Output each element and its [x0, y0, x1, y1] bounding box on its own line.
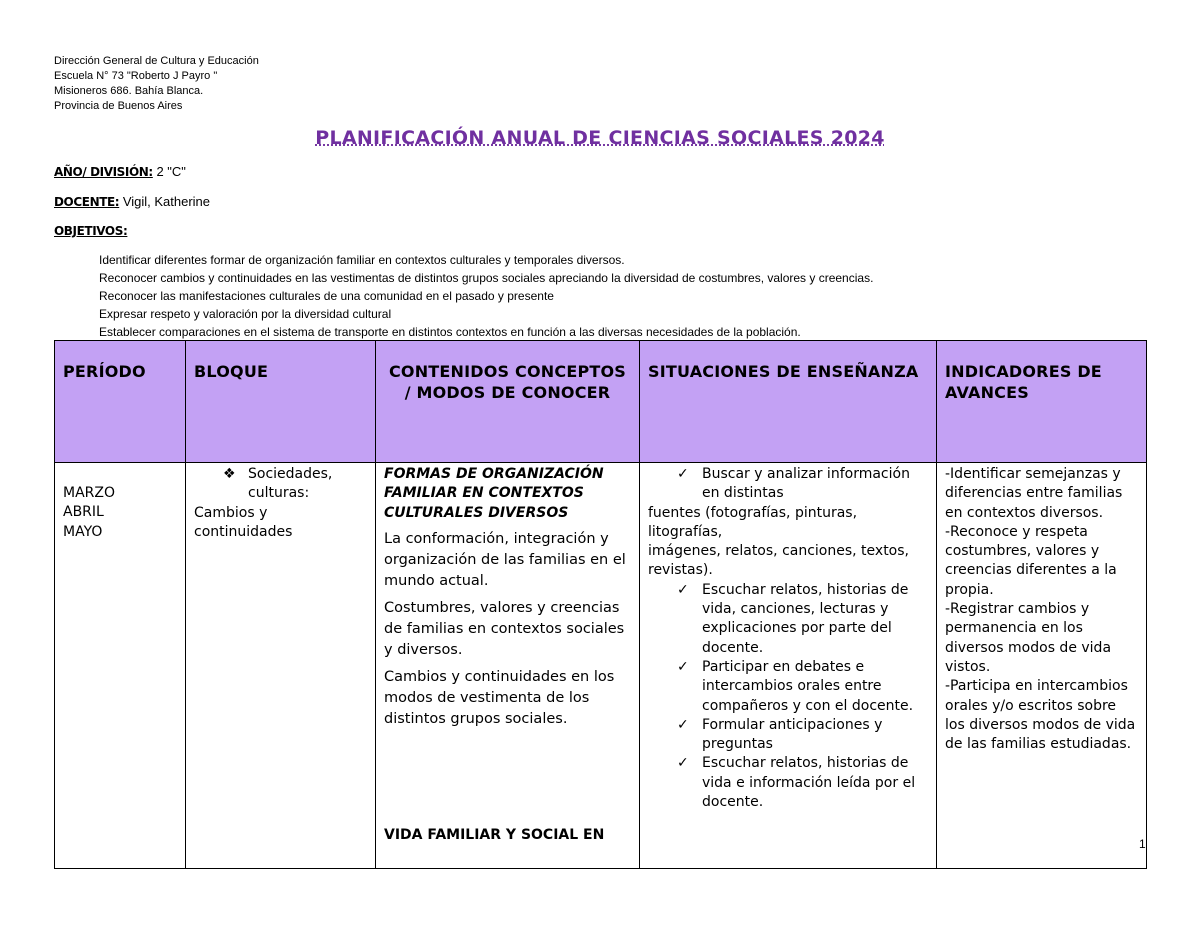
period-month: MARZO — [63, 485, 115, 501]
diamond-bullet-icon: ❖ — [223, 466, 236, 482]
objective-item: Identificar diferentes formar de organización familiar en contextos culturales y temporales diversos. — [99, 253, 625, 267]
objetivos-heading — [54, 223, 127, 238]
situacion-continuation: fuentes (fotografías, pinturas, litografías, — [648, 504, 858, 540]
situacion-continuation: imágenes, relatos, canciones, textos, revistas). — [648, 543, 909, 579]
cell-periodo — [55, 463, 186, 869]
bloque-text: Cambios y continuidades — [194, 504, 293, 540]
cell-indicadores — [937, 463, 1147, 869]
checkmark-icon: ✓ — [677, 755, 689, 772]
cell-bloque — [186, 463, 376, 869]
objective-item: Establecer comparaciones en el sistema de transporte en distintos contextos en función a las diversas necesidades de la población. — [99, 325, 801, 339]
header-indicadores: INDICADORES DE AVANCES — [937, 341, 1147, 463]
school-header — [54, 54, 259, 114]
header-line-4: Provincia de Buenos Aires — [54, 100, 183, 112]
contenidos-paragraph: La conformación, integración y organización de las familias en el mundo actual. — [384, 530, 626, 589]
situacion-item: ✓ Buscar y analizar información en distintas — [677, 466, 910, 502]
contenidos-next-title: VIDA FAMILIAR Y SOCIAL EN — [384, 826, 605, 843]
contenidos-paragraph: Costumbres, valores y creencias de familias en contextos sociales y diversos. — [384, 599, 625, 658]
anio-division-value: 2 "C" — [152, 164, 186, 179]
anio-division-label: AÑO/ DIVISIÓN: — [54, 165, 153, 179]
table-header-row — [55, 341, 1147, 463]
header-line-2: Escuela N° 73 "Roberto J Payro " — [54, 70, 218, 82]
table-row — [55, 463, 1147, 869]
page-title: PLANIFICACIÓN ANUAL DE CIENCIAS SOCIALES 2024 — [315, 127, 885, 149]
situacion-item: ✓ Escuchar relatos, historias de vida e información leída por el docente. — [677, 755, 916, 811]
planning-table — [54, 340, 1147, 869]
objective-item: Reconocer las manifestaciones culturales de una comunidad en el pasado y presente — [99, 289, 554, 303]
objetivos-label: OBJETIVOS: — [54, 224, 128, 238]
header-contenidos: CONTENIDOS CONCEPTOS / MODOS DE CONOCER — [376, 341, 640, 463]
header-periodo: PERÍODO — [55, 341, 186, 463]
objective-item: Expresar respeto y valoración por la diversidad cultural — [99, 307, 392, 321]
indicador-item: -Reconoce y respeta costumbres, valores y creencias diferentes a la propia. — [945, 523, 1117, 598]
bloque-bullet-item — [194, 465, 367, 504]
docente-value: Vigil, Katherine — [119, 194, 211, 209]
contenidos-title: FORMAS DE ORGANIZACIÓN FAMILIAR EN CONTEXTOS CULTURALES DIVERSOS — [384, 466, 604, 521]
indicador-item: -Identificar semejanzas y diferencias entre familias en contextos diversos. — [945, 466, 1123, 521]
objective-item: Reconocer cambios y continuidades en las vestimentas de distintos grupos sociales apreciando la diversidad de costumbres, valores y creencias. — [99, 271, 874, 285]
cell-contenidos — [376, 463, 640, 869]
docente-label: DOCENTE: — [54, 195, 120, 209]
situacion-item: ✓ Participar en debates e intercambios orales entre compañeros y con el docente. — [677, 658, 914, 714]
bloque-bullet-text: Sociedades, culturas: — [248, 466, 333, 502]
cell-situaciones — [640, 463, 937, 869]
header-bloque: BLOQUE — [186, 341, 376, 463]
situacion-item: ✓ Escuchar relatos, historias de vida, canciones, lecturas y explicaciones por parte del docente. — [677, 581, 909, 656]
anio-division-field — [54, 164, 186, 179]
header-line-1: Dirección General de Cultura y Educación — [54, 55, 259, 67]
checkmark-icon: ✓ — [677, 466, 689, 482]
objectives-list — [99, 251, 873, 341]
header-situaciones: SITUACIONES DE ENSEÑANZA — [640, 341, 937, 463]
indicador-item: -Participa en intercambios orales y/o escritos sobre los diversos modos de vida de las familias estudiadas. — [945, 678, 1136, 753]
docente-field — [54, 194, 210, 209]
contenidos-paragraph: Cambios y continuidades en los modos de vestimenta de los distintos grupos sociales. — [384, 668, 615, 727]
checkmark-icon: ✓ — [677, 581, 689, 598]
header-line-3: Misioneros 686. Bahía Blanca. — [54, 85, 204, 97]
page-number: 1 — [1139, 837, 1146, 851]
period-month: ABRIL — [63, 504, 104, 521]
period-month: MAYO — [63, 523, 103, 540]
checkmark-icon: ✓ — [677, 716, 689, 733]
checkmark-icon: ✓ — [677, 658, 689, 675]
situacion-item: ✓ Formular anticipaciones y preguntas — [677, 716, 883, 753]
indicador-item: -Registrar cambios y permanencia en los diversos modos de vida vistos. — [945, 601, 1112, 675]
